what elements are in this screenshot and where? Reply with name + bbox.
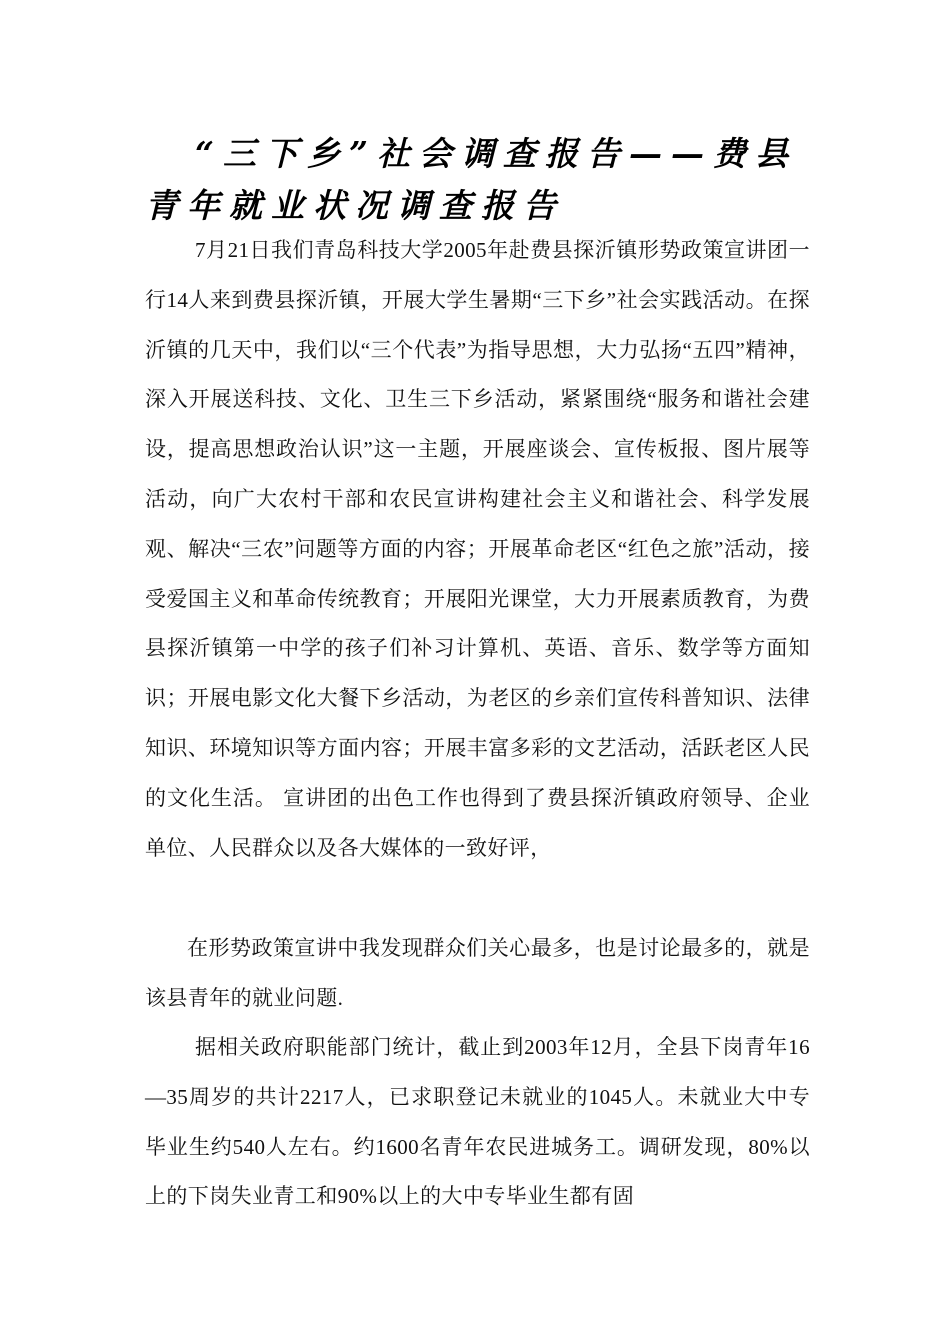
paragraph-intro: 7月21日我们青岛科技大学2005年赴费县探沂镇形势政策宣讲团一行14人来到费县探沂镇，开展大学生暑期“三下乡”社会实践活动。在探沂镇的几天中，我们以“三个代表”为指导思想，大力弘扬“五四”精神，深入开展送科技、文化、卫生三下乡活动，紧紧围绕“服务和谐社会建设，提高思想政治认识”这一主题，开展座谈会、宣传板报、图片展等活动，向广大农村干部和农民宣讲构建社会主义和谐社会、科学发展观、解决“三农”问题等方面的内容；开展革命老区“红色之旅”活动，接受爱国主义和革命传统教育；开展阳光课堂，大力开展素质教育，为费县探沂镇第一中学的孩子们补习计算机、英语、音乐、数学等方面知识；开展电影文化大餐下乡活动，为老区的乡亲们宣传科普知识、法律知识、环境知识等方面内容；开展丰富多彩的文艺活动，活跃老区人民的文化生活。 宣讲团的出色工作也得到了费县探沂镇政府领导、企业单位、人民群众以及各大媒体的一致好评， xyxy=(145,238,810,860)
paragraph-statistics: 据相关政府职能部门统计，截止到2003年12月，全县下岗青年16—35周岁的共计2217人，已求职登记未就业的1045人。未就业大中专毕业生约540人左右。约1600名青年农民进城务工。调研发现，80%以上的下岗失业青工和90%以上的大中专毕业生都有固 xyxy=(145,1035,810,1209)
paragraph-employment-issue: 在形势政策宣讲中我发现群众们关心最多，也是讨论最多的，就是该县青年的就业问题. xyxy=(145,936,810,1010)
document-title: “三下乡”社会调查报告——费县青年就业状况调查报告 xyxy=(145,134,797,225)
